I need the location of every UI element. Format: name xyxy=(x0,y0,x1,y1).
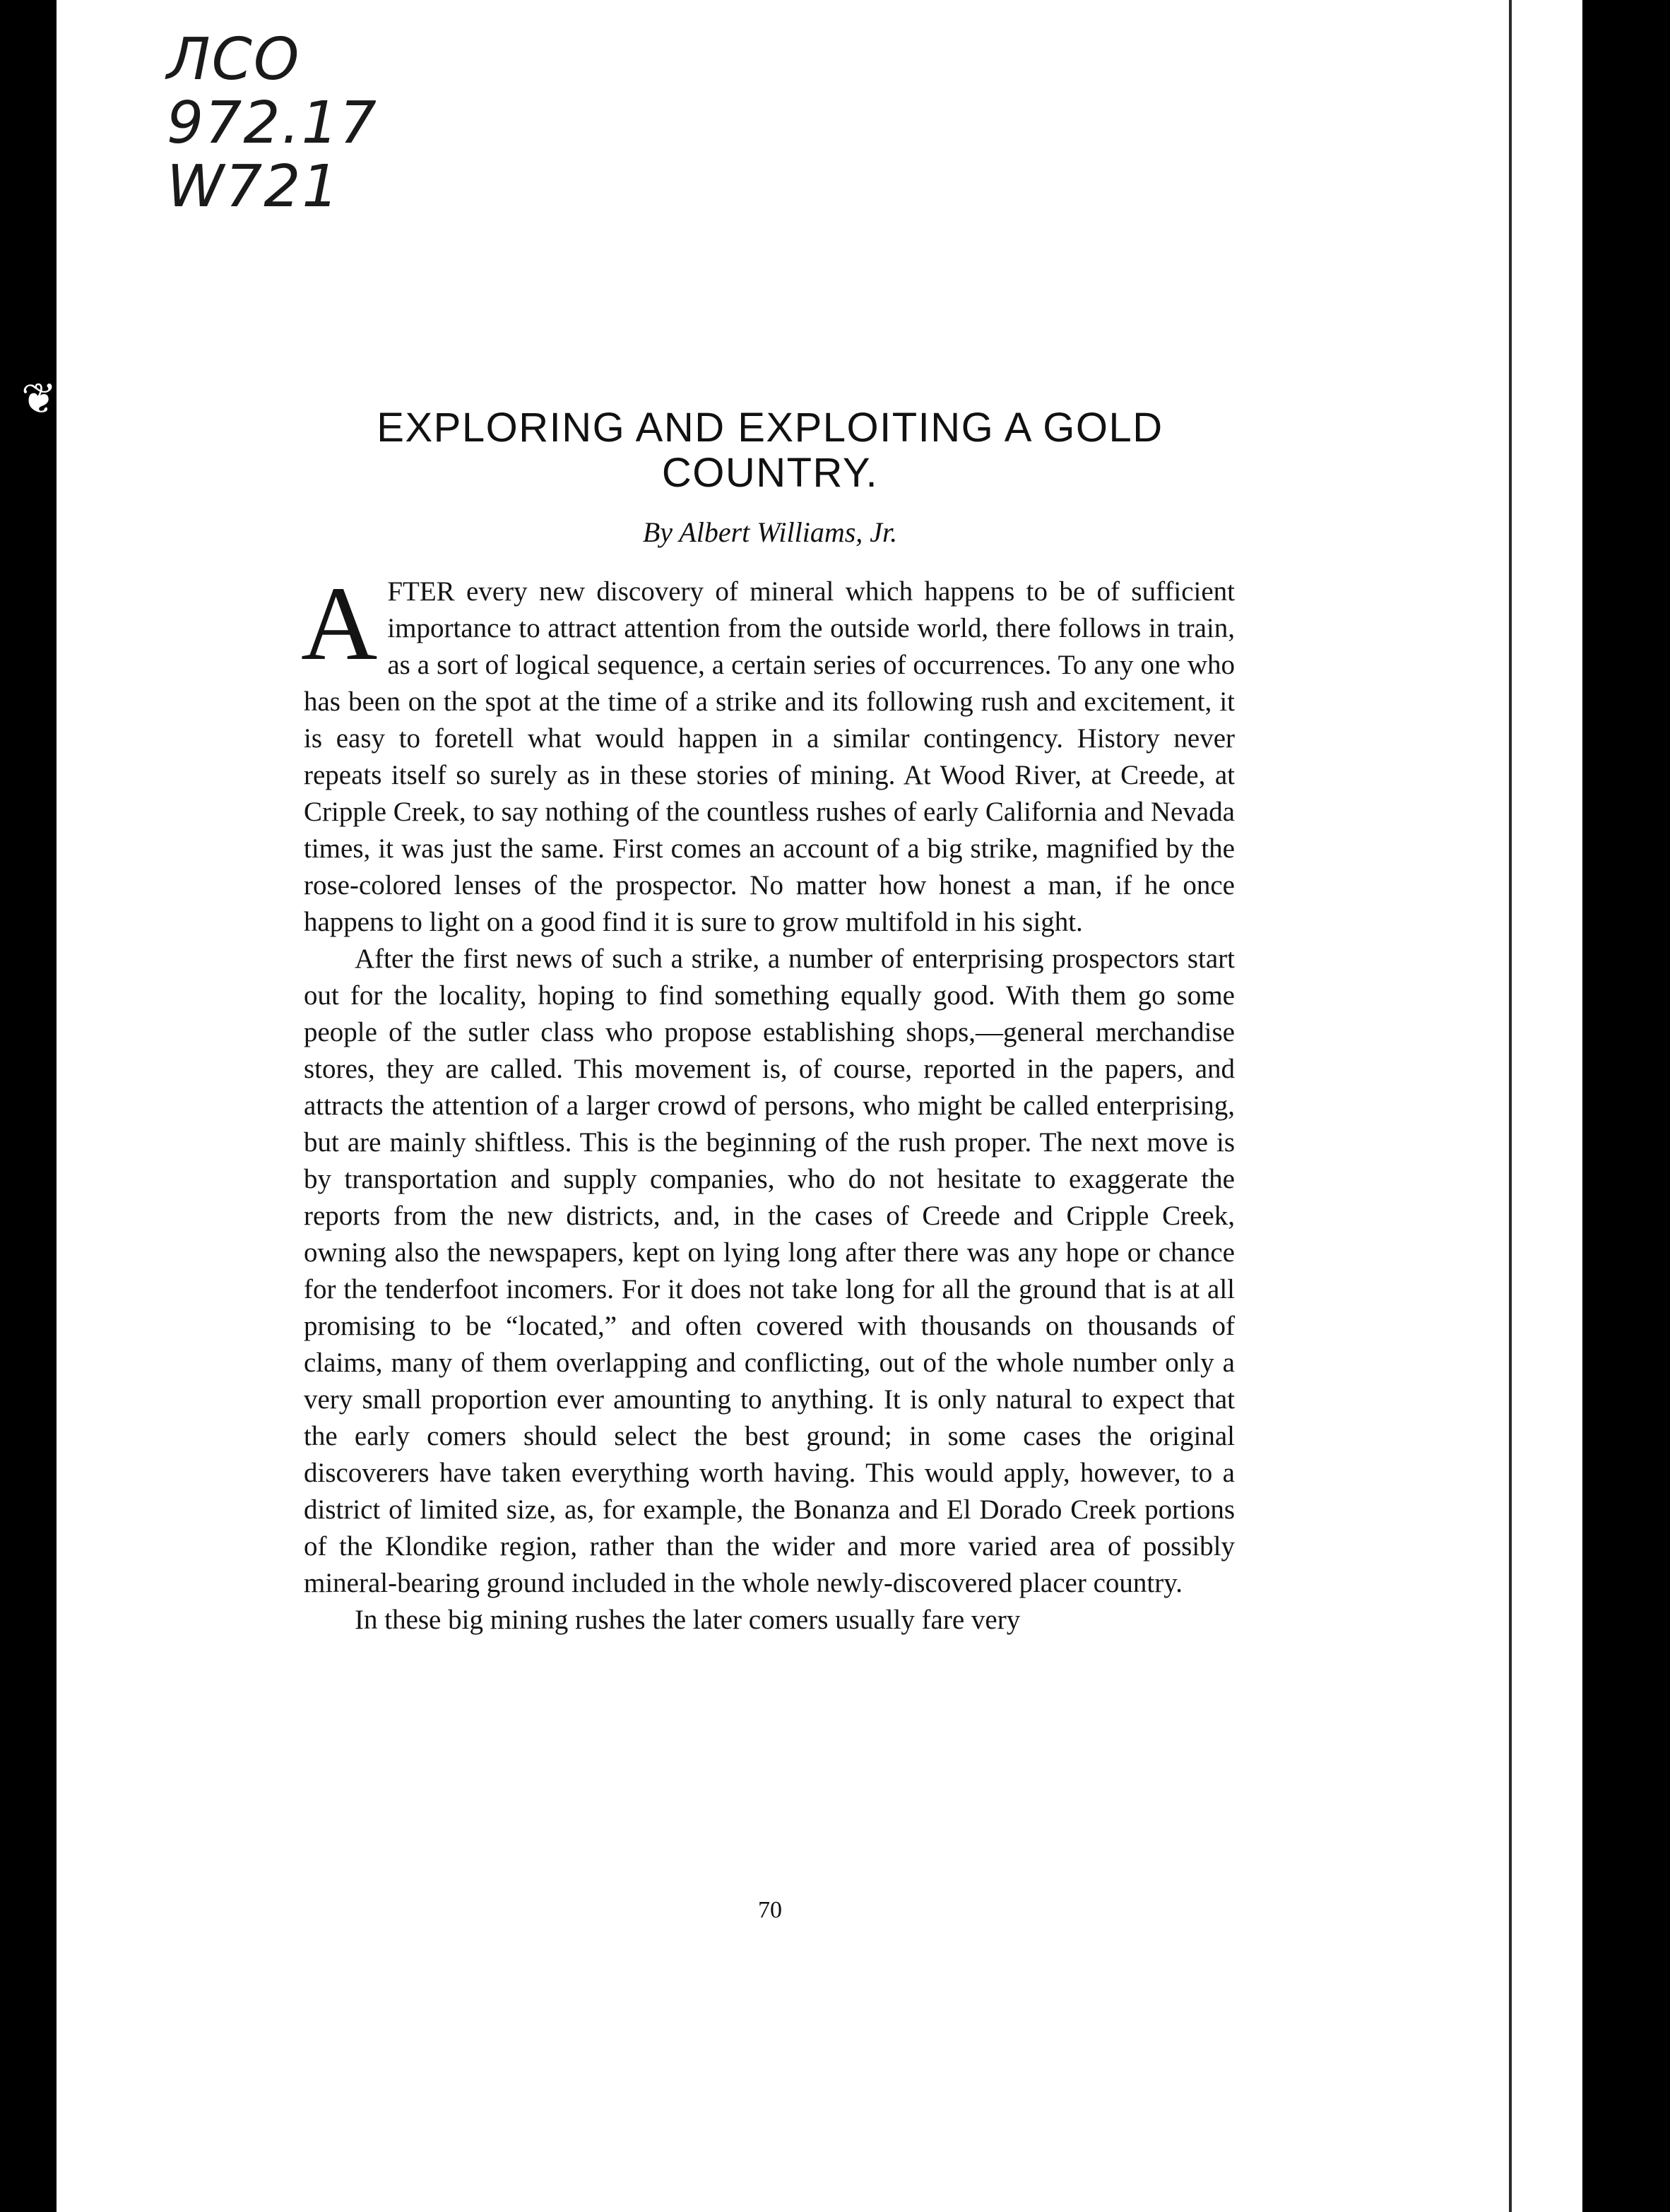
article-body xyxy=(301,565,1235,1639)
paragraph-3: In these big mining rushes the later comers usually fare very xyxy=(355,1605,1021,1635)
call-number-line-2: 972.17 xyxy=(167,90,378,157)
scan-border-right xyxy=(1582,0,1670,2212)
margin-mark-icon: ❦ xyxy=(21,374,57,424)
call-number-line-1: ЛСО xyxy=(167,26,301,93)
drop-cap: A xyxy=(301,565,378,682)
paragraph-2: After the first news of such a strike, a number of enterprising prospectors start out for the locality, hoping to find something equally good. With them go some people of the sutler class who propose establishing shops,—general merchandise stores, they are called. This movement is, of course, reported in the papers, and attracts the attention of a larger crowd of persons, who might be called enterprising, but are mainly shiftless. This is the beginning of the rush proper. The next move is by transportation and supply companies, who do not hesitate to exaggerate the reports from the new districts, and, in the cases of Creede and Cripple Creek, owning also the newspapers, kept on lying long after there was any hope or chance for the tenderfoot incomers. For it does not take long for all the ground that is at all promising to be “located,” and often covered with thousands on thousands of claims, many of them overlapping and conflicting, out of the whole number only a very small proportion ever amounting to anything. It is only natural to expect that the early comers should select the best ground; in some cases the original discoverers have taken everything worth having. This would apply, however, to a district of limited size, as, for example, the Bonanza and El Dorado Creek portions of the Klondike region, rather than the wider and more varied area of possibly mineral-bearing ground included in the whole newly-discovered placer country. xyxy=(304,944,1235,1598)
page-number: 70 xyxy=(758,1897,782,1923)
paragraph-1 xyxy=(301,565,1235,941)
article-byline: By Albert Williams, Jr. xyxy=(642,516,898,548)
handwritten-call-number xyxy=(167,28,378,219)
page-fold-line xyxy=(1509,0,1512,2212)
paragraph-1-text: FTER every new discovery of mineral which happens to be of sufficient importance to attract attention from the outside world, there follows in train, as a sort of logical sequence, a certain series of occurrences. To any one who has been on the spot at the time of a strike and its following rush and excitement, it is easy to foretell what would happen in a similar contingency. History never repeats itself so surely as in these stories of mining. At Wood River, at Creede, at Cripple Creek, to say nothing of the countless rushes of early California and Nevada times, it was just the same. First comes an account of a big strike, magnified by the rose-colored lenses of the prospector. No matter how honest a man, if he once happens to light on a good find it is sure to grow multifold in his sight. xyxy=(304,576,1235,937)
article-title: EXPLORING AND EXPLOITING A GOLD COUNTRY. xyxy=(377,405,1163,496)
call-number-line-3: W721 xyxy=(167,153,340,220)
